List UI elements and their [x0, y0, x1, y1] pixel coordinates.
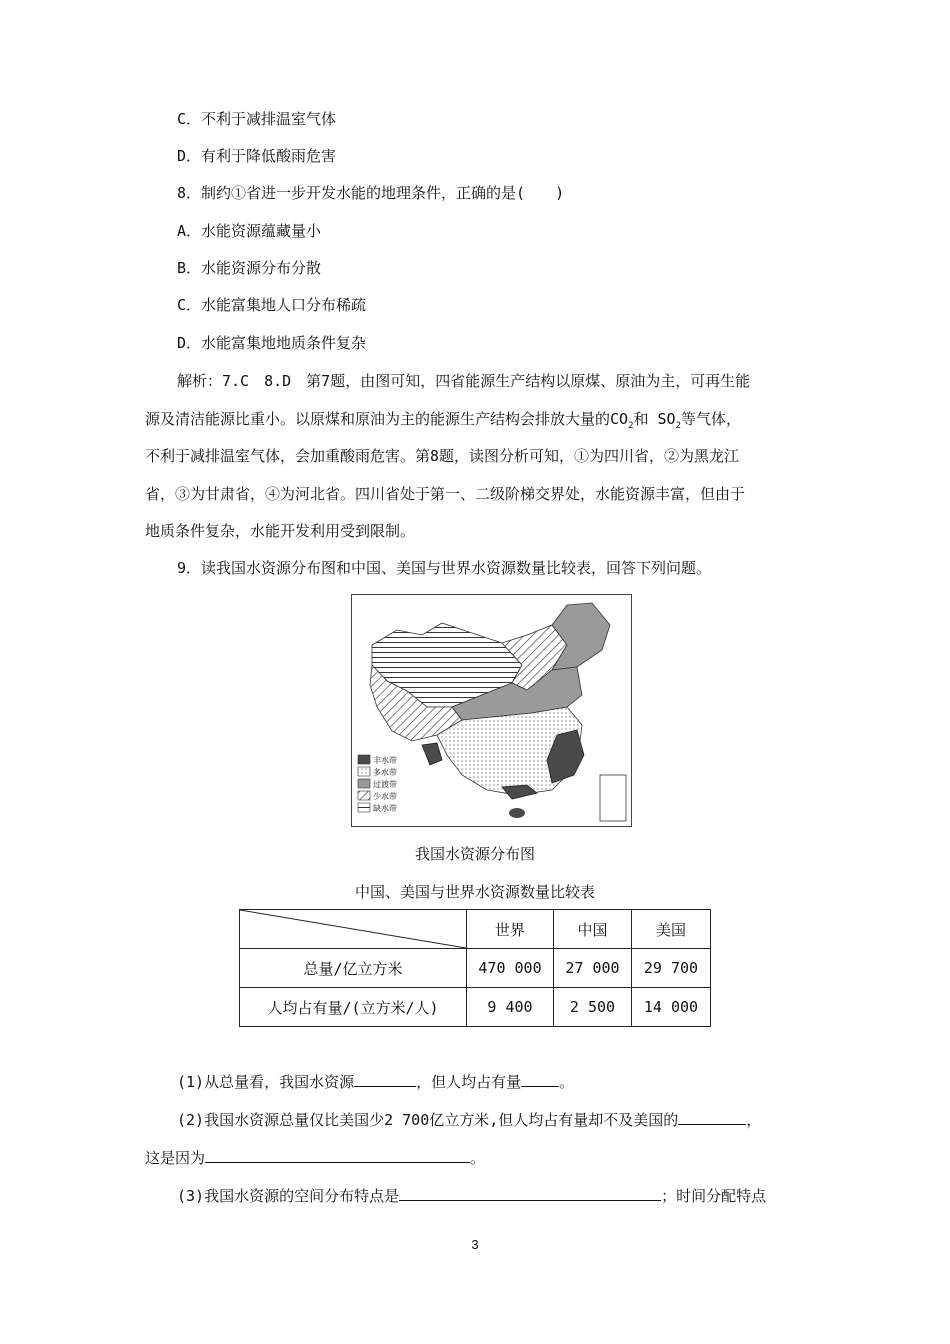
cell-value: 470 000 [467, 949, 554, 988]
cell-value: 29 700 [632, 949, 711, 988]
answer-blank[interactable] [354, 1072, 416, 1087]
legend-label-3: 过渡带 [373, 780, 397, 789]
table-corner-cell [240, 910, 467, 949]
cell-value: 27 000 [554, 949, 632, 988]
option-d-prev: D．有利于降低酸雨危害 [177, 147, 337, 165]
legend-swatch-4 [358, 791, 370, 800]
question-8-option-d: D．水能富集地地质条件复杂 [177, 334, 367, 352]
legend-swatch-2 [358, 767, 370, 776]
table-caption: 中国、美国与世界水资源数量比较表 [354, 883, 595, 901]
answer-blank[interactable] [205, 1148, 470, 1163]
map-caption: 我国水资源分布图 [414, 845, 535, 863]
region-transition-northeast [552, 603, 610, 670]
table-header-row [240, 910, 711, 949]
question-9-stem: 9．读我国水资源分布图和中国、美国与世界水资源数量比较表，回答下列问题。 [177, 559, 712, 577]
row-label: 人均占有量/(立方米/人) [240, 988, 467, 1027]
cell-value: 9 400 [467, 988, 554, 1027]
legend-swatch-1 [358, 755, 370, 764]
sub-question-2: (2)我国水资源总量仅比美国少2 700亿立方米,但人均占有量却不及美国的 ， [177, 1111, 762, 1129]
analysis-line-2: 源及清洁能源比重小。以原煤和原油为主的能源生产结构会排放大量的$CO_2$和 $SO_2$等气体， [145, 410, 742, 431]
sub-question-1: (1)从总量看，我国水资源 ，但人均占有量 。 [177, 1073, 575, 1091]
analysis-line-4: 省，③为甘肃省，④为河北省。四川省处于第一、二级阶梯交界处，水能资源丰富，但由于 [145, 485, 746, 503]
question-8-option-b: B．水能资源分布分散 [177, 259, 322, 277]
sub-question-3: (3)我国水资源的空间分布特点是 ；时间分配特点 [177, 1187, 767, 1205]
legend-label-5: 缺水带 [373, 804, 397, 813]
hainan-island [509, 808, 525, 818]
header-china: 中国 [554, 910, 632, 949]
header-world: 世界 [467, 910, 554, 949]
analysis-line-3: 不利于减排温室气体，会加重酸雨危害。第8题，读图分析可知，①为四川省，②为黑龙江 [145, 447, 740, 465]
answer-blank[interactable] [678, 1110, 746, 1125]
option-c-prev: C．不利于减排温室气体 [177, 110, 337, 128]
table-row [240, 988, 711, 1027]
water-resources-map [351, 594, 632, 827]
analysis-line-5: 地质条件复杂，水能开发利用受到限制。 [145, 522, 416, 540]
cell-value: 14 000 [632, 988, 711, 1027]
legend-swatch-5 [358, 803, 370, 812]
south-china-sea-inset [600, 775, 626, 821]
question-8-option-c: C．水能富集地人口分布稀疏 [177, 296, 367, 314]
china-map-illustration [352, 595, 631, 826]
analysis-line-1: 解析：7.C 8.D 第7题，由图可知，四省能源生产结构以原煤、原油为主，可再生能 [177, 372, 751, 390]
legend-label-1: 丰水带 [373, 756, 397, 765]
region-very-humid-southwest [422, 743, 442, 765]
question-8-option-a: A．水能资源蕴藏量小 [177, 222, 322, 240]
water-comparison-table [239, 909, 711, 1027]
row-label: 总量/亿立方米 [240, 949, 467, 988]
legend-label-2: 多水带 [373, 768, 397, 777]
answer-blank[interactable] [521, 1072, 559, 1087]
question-8-stem: 8．制约①省进一步开发水能的地理条件，正确的是( ) [177, 184, 565, 202]
header-usa: 美国 [632, 910, 711, 949]
answer-blank[interactable] [399, 1186, 661, 1201]
legend-label-4: 少水带 [373, 792, 397, 801]
table-row [240, 949, 711, 988]
legend-swatch-3 [358, 779, 370, 788]
page-number: 3 [471, 1237, 479, 1252]
sub-question-2-cont: 这是因为 。 [145, 1149, 486, 1167]
diagonal-line [240, 910, 466, 948]
cell-value: 2 500 [554, 988, 632, 1027]
